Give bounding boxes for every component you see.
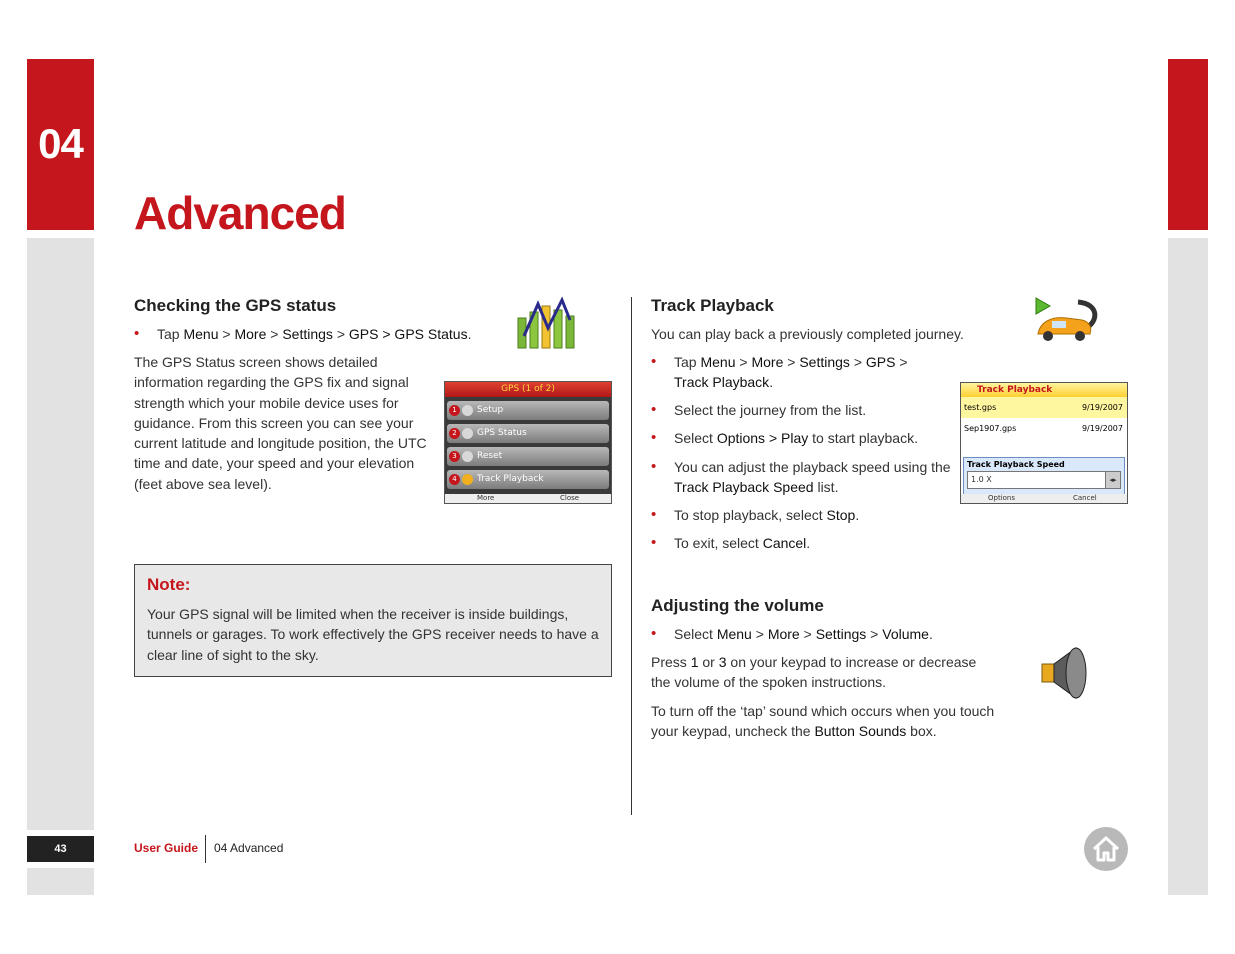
reset-icon (462, 451, 473, 462)
speed-arrows-icon[interactable]: ◂▸ (1105, 471, 1121, 489)
para-text: Press (651, 654, 691, 670)
footer-chapter-label: 04 Advanced (214, 841, 284, 855)
key-1: 1 (690, 654, 699, 670)
gps-status-heading: Checking the GPS status (134, 296, 337, 315)
gps-term: GPS (865, 354, 896, 370)
track-file-date: 9/19/2007 (1081, 403, 1123, 412)
note-box (134, 564, 612, 677)
para-text: or (698, 654, 719, 670)
chapter-number: 04 (38, 120, 83, 167)
volume-heading: Adjusting the volume (651, 596, 824, 615)
menu-item-label: Setup (477, 405, 504, 415)
period: . (769, 374, 774, 391)
sep: > (799, 626, 816, 642)
page-title: Advanced (134, 187, 346, 239)
volume-step (651, 624, 994, 644)
track-file-date: 9/19/2007 (1081, 424, 1123, 433)
settings-term: Settings (815, 626, 867, 642)
gps-softkey-bar (445, 494, 611, 503)
bullet-text: list. (813, 479, 839, 496)
column-divider (631, 297, 632, 815)
playback-speed-panel (963, 457, 1125, 495)
para-text: on your keypad to increase or decrease the volume of the spoken instructions. (651, 654, 977, 691)
tp-title-text: Track Playback (977, 385, 1053, 395)
track-playback-step-3 (651, 428, 964, 448)
track-playback-icon (462, 474, 473, 485)
playback-speed-label: Track Playback Speed (967, 460, 1065, 469)
track-playback-car-icon (1030, 294, 1104, 350)
stop-term: Stop (826, 507, 856, 523)
sep: > (218, 326, 235, 342)
gps-status-step (134, 324, 517, 344)
period: . (806, 535, 811, 551)
period: . (928, 626, 933, 642)
track-playback-intro: You can play back a previously completed journey. (651, 326, 964, 342)
menu-term: Menu (700, 354, 736, 370)
track-file-row[interactable] (961, 397, 1127, 418)
track-playback-screenshot (960, 382, 1128, 504)
gps-menu-screenshot (444, 381, 612, 504)
tp-screen-title (961, 383, 1127, 397)
home-button[interactable] (1084, 827, 1128, 871)
gps-signal-icon (514, 296, 582, 352)
track-playback-step-2: • Select the journey from the list. (651, 400, 964, 420)
home-icon (1084, 827, 1128, 871)
note-title: Note: (147, 575, 191, 594)
menu-term: Menu (716, 626, 752, 642)
period: . (855, 507, 860, 523)
menu-item-label: Track Playback (477, 474, 544, 484)
button-sounds-term: Button Sounds (814, 723, 907, 740)
right-chapter-tab (1168, 59, 1208, 230)
sep: > (266, 326, 283, 342)
footer-guide-label: User Guide (134, 841, 199, 855)
softkey-close[interactable]: Close (560, 494, 580, 502)
menu-number: 4 (449, 474, 460, 485)
track-file-name: Sep1907.gps (964, 424, 1017, 433)
track-playback-step-1 (651, 352, 964, 393)
button-sounds-text (651, 701, 996, 742)
bullet-text: Tap (674, 354, 701, 370)
menu-term: Menu (183, 326, 219, 342)
gps-screen-title: GPS (1 of 2) (445, 382, 611, 397)
bullet-text: You can adjust the playback speed using the (674, 459, 951, 475)
softkey-options[interactable]: Options (988, 494, 1016, 502)
track-playback-step-6 (651, 533, 964, 553)
menu-number: 2 (449, 428, 460, 439)
bullet-text: Tap (157, 326, 184, 342)
gps-status-term: GPS > GPS Status (348, 326, 468, 342)
settings-term: Settings (799, 354, 850, 370)
sep: > (783, 354, 800, 370)
right-sidebar (1168, 238, 1208, 895)
left-sidebar (27, 238, 94, 830)
bullet-text: to start playback. (808, 430, 918, 446)
menu-number: 1 (449, 405, 460, 416)
more-term: More (234, 326, 267, 342)
track-playback-step-5 (651, 505, 964, 525)
speed-term: Track Playback Speed (674, 479, 814, 496)
sep: > (751, 626, 768, 642)
bullet-text: Select (674, 430, 717, 446)
gps-menu-item-gps-status[interactable] (447, 424, 609, 443)
track-playback-term: Track Playback (674, 374, 770, 391)
sep: > (332, 326, 349, 342)
period: . (467, 326, 472, 342)
volume-term: Volume (882, 626, 929, 642)
para-text: To turn off the ‘tap’ sound which occurs when you touch your keypad, uncheck the (651, 703, 995, 740)
more-term: More (767, 626, 800, 642)
gps-menu-item-reset[interactable] (447, 447, 609, 466)
menu-number: 3 (449, 451, 460, 462)
tp-softkey-bar (961, 494, 1127, 503)
gps-status-body: The GPS Status screen shows detailed information regarding the GPS fix and signal strength which your mobile device uses for guidance. From this screen you can see your current latitude and longitude position, the UTC time and date, your speed and your elevation (feet above sea level). (134, 354, 427, 492)
softkey-cancel[interactable]: Cancel (1073, 494, 1097, 502)
setup-icon (462, 405, 473, 416)
menu-item-label: Reset (477, 451, 503, 461)
volume-keypad-text (651, 652, 991, 693)
note-body: Your GPS signal will be limited when the receiver is inside buildings, tunnels or garages. To work effectively the GPS receiver needs to have a clear line of sight to the sky. (147, 606, 599, 663)
bullet-text: To stop playback, select (674, 507, 827, 523)
footer-divider (205, 835, 206, 863)
gps-status-icon (462, 428, 473, 439)
cancel-term: Cancel (762, 535, 807, 551)
softkey-more[interactable]: More (477, 494, 495, 502)
settings-term: Settings (282, 326, 333, 342)
options-play-term: Options > Play (716, 430, 809, 446)
track-file-name: test.gps (964, 403, 997, 412)
left-sidebar-bottom (27, 868, 94, 895)
gps-menu-item-track-playback[interactable] (447, 470, 609, 489)
key-3: 3 (718, 654, 727, 670)
playback-speed-select[interactable]: 1.0 X (967, 471, 1110, 489)
menu-item-label: GPS Status (477, 428, 527, 438)
more-term: More (751, 354, 784, 370)
page-number: 43 (27, 836, 94, 862)
bullet-text: To exit, select (674, 535, 763, 551)
sep: > (735, 354, 752, 370)
gps-menu-item-setup[interactable] (447, 401, 609, 420)
sep: > (849, 354, 866, 370)
track-playback-heading: Track Playback (651, 296, 774, 315)
sep: > (895, 354, 908, 370)
para-text: box. (906, 723, 937, 740)
sep: > (866, 626, 883, 642)
track-file-row[interactable] (961, 418, 1127, 439)
bullet-text: Select (674, 626, 717, 642)
track-playback-step-4 (651, 457, 969, 498)
speaker-icon (1036, 642, 1094, 702)
